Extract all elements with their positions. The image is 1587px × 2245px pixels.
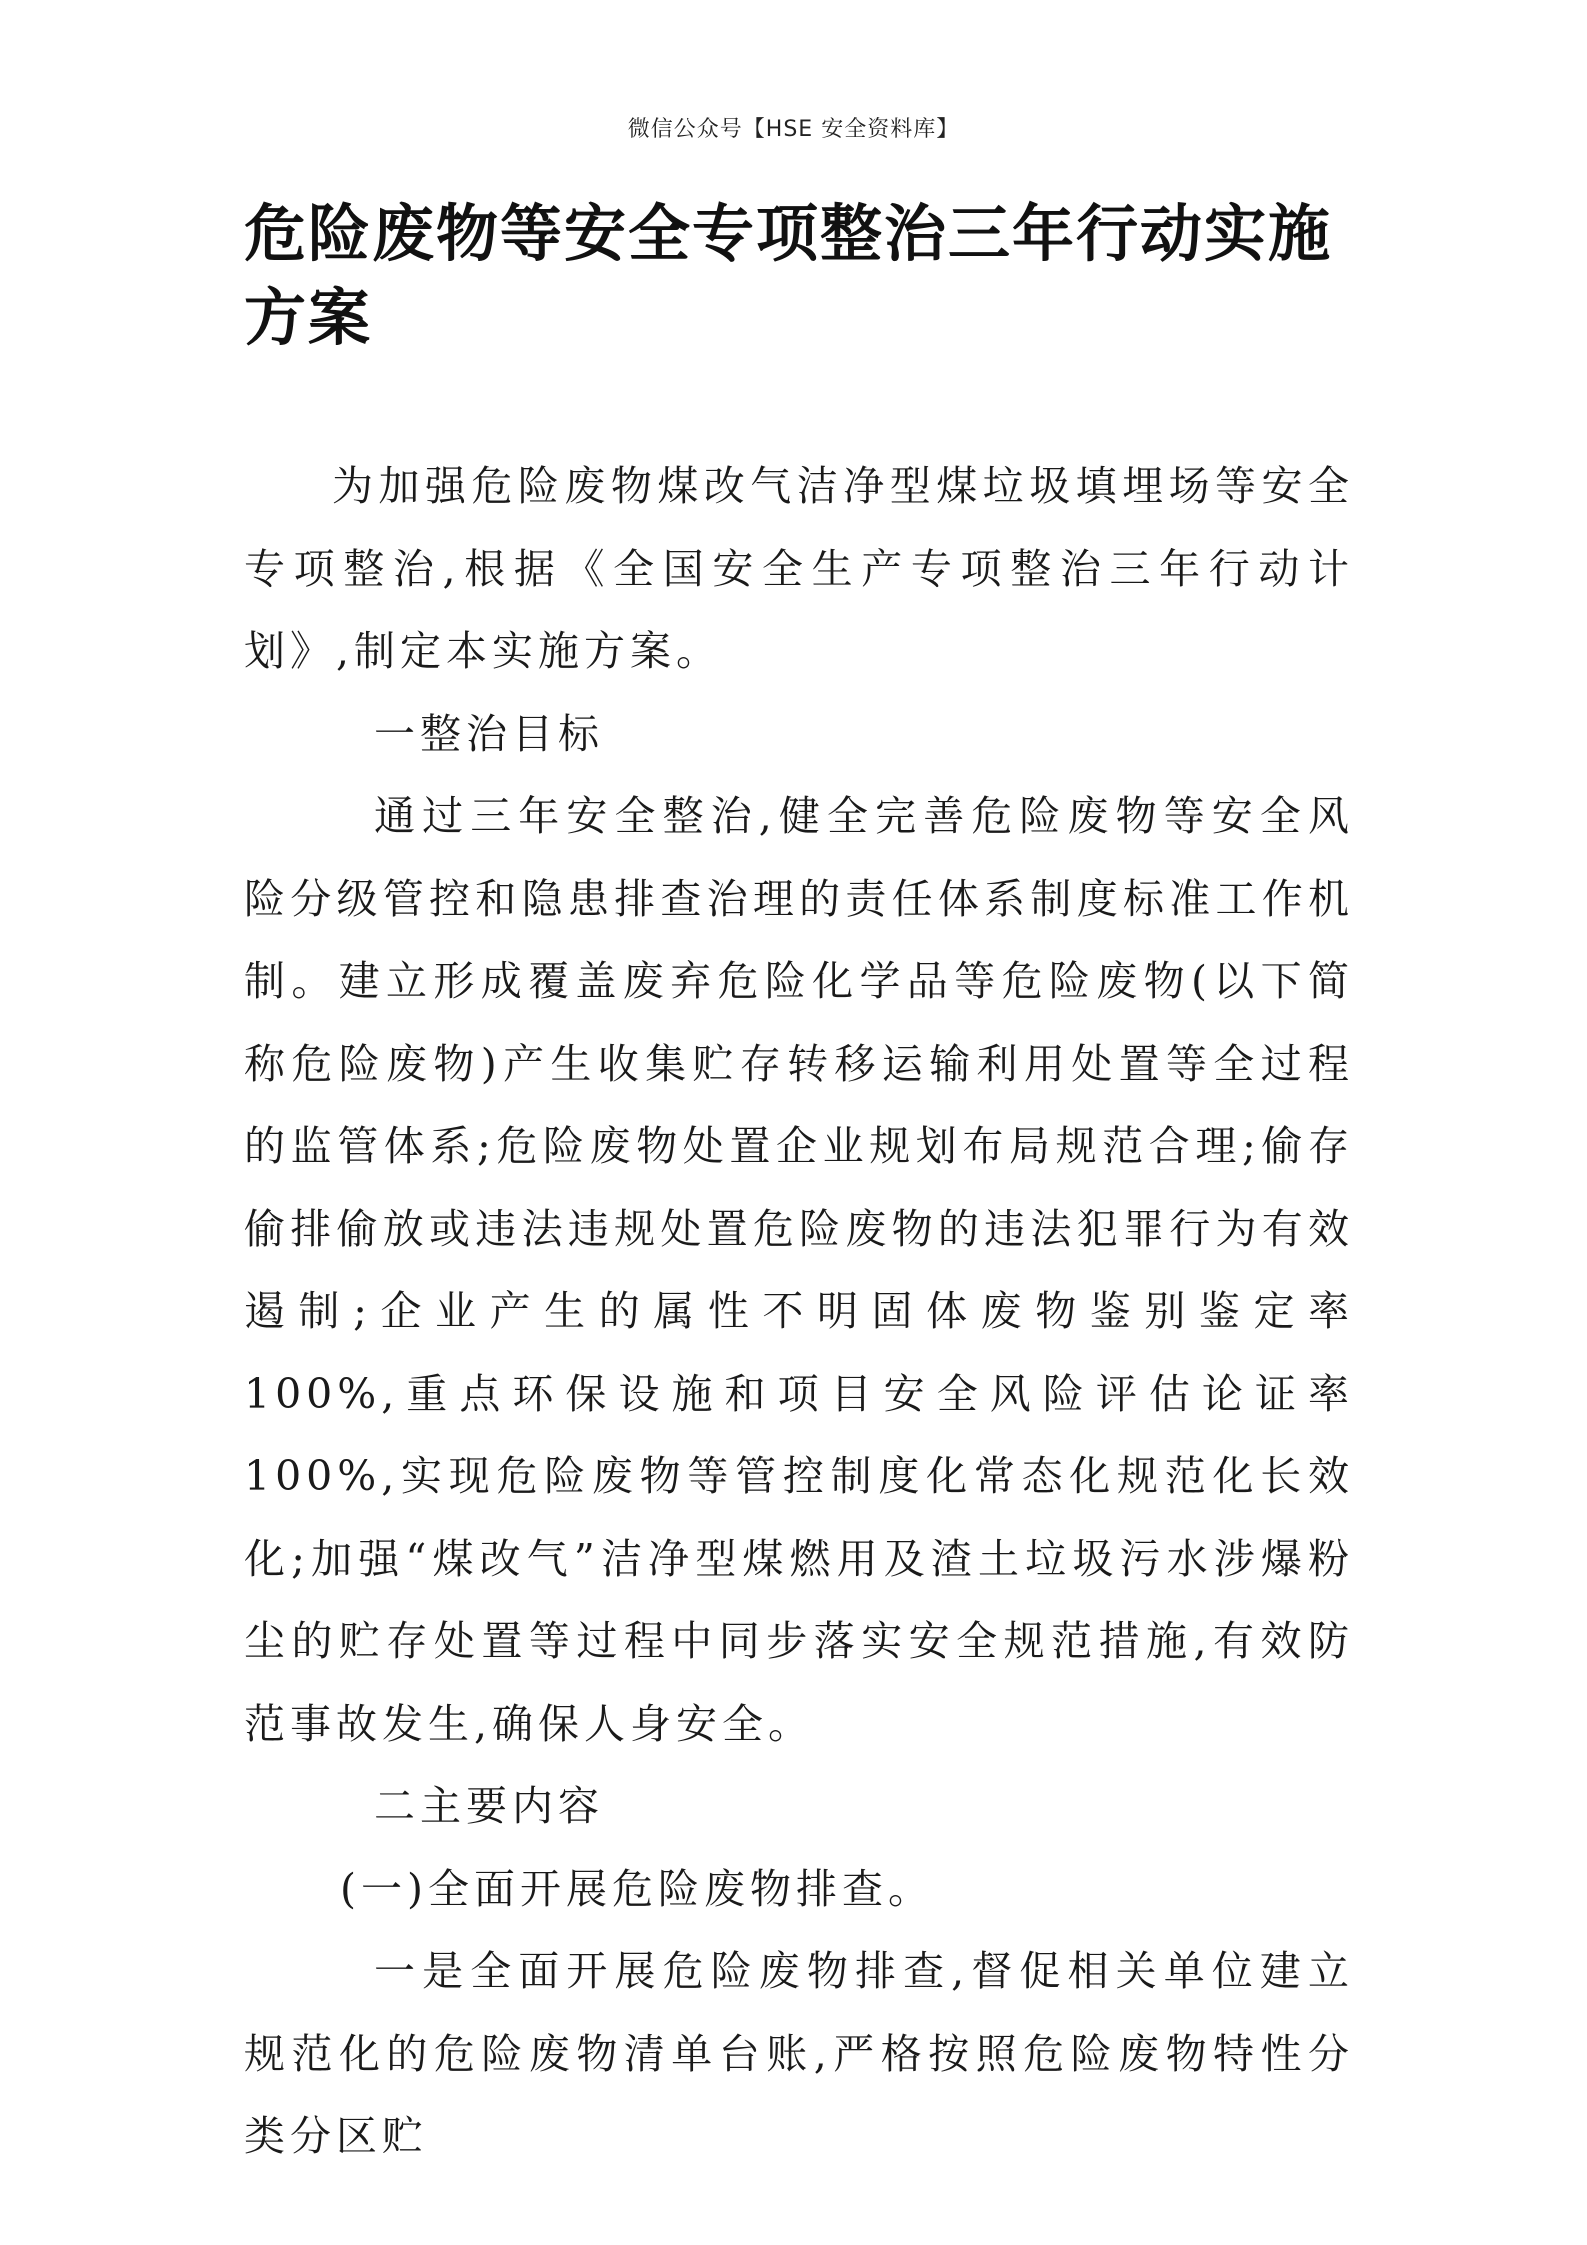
document-title: 危险废物等安全专项整治三年行动实施方案 — [244, 197, 1333, 354]
page-header: 微信公众号【HSE 安全资料库】 — [627, 117, 960, 142]
intro-paragraph: 为加强危险废物煤改气洁净型煤垃圾填埋场等安全专项整治,根据《全国安全生产专项整治三年行动计划》,制定本实施方案。 — [244, 462, 1354, 675]
section-heading-main-content: 二主要内容 — [374, 1782, 604, 1830]
document-body — [244, 445, 1354, 2178]
section-heading-goals: 一整治目标 — [374, 709, 604, 758]
subsection-heading-hazardous-waste-survey: (一)全面开展危险废物排查。 — [340, 1864, 934, 1913]
goals-paragraph: 通过三年安全整治,健全完善危险废物等安全风险分级管控和隐患排查治理的责任体系制度标准工作机制。建立形成覆盖废弃危险化学品等危险废物(以下简称危险废物)产生收集贮存转移运输利用处置等全过程的监管体系;危险废物处置企业规划布局规范合理;偷存偷排偷放或违法违规处置危险废物的违法犯罪行为有效遏制;企业产生的属性不明固体废物鉴别鉴定率 100%,重点环保设施和项目安全风险评估论证率 100%,实现危险废物等管控制度化常态化规范化长效化;加强“煤改气”洁净型煤燃用及渣土垃圾污水涉爆粉尘的贮存处置等过程中同步落实安全规范措施,有效防范事故发生,确保人身安全。 — [244, 792, 1354, 1748]
survey-paragraph: 一是全面开展危险废物排查,督促相关单位建立规范化的危险废物清单台账,严格按照危险废物特性分类分区贮 — [244, 1947, 1354, 2160]
